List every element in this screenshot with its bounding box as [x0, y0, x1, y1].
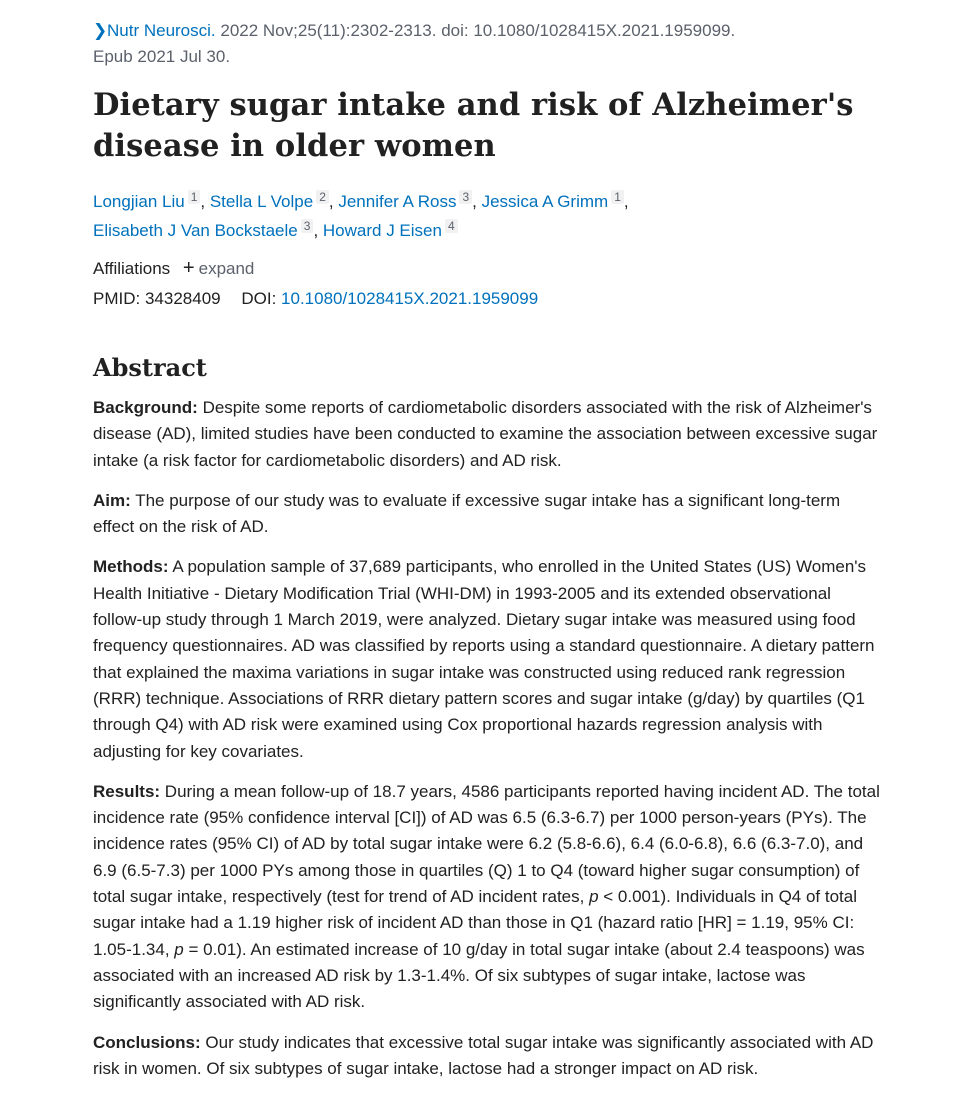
section-text: A population sample of 37,689 participants, who enrolled in the United States (US) Women's Health Initiative - Dietary Modification Trial (WHI-DM) in 1993-2005 and its extended observational follow-up study through 1 March 2019, were analyzed. Dietary sugar intake was measured using food frequency questionnaires. AD was classified by reports using a standard questionnaire. A dietary pattern that explained the maxima variations in sugar intake was constructed using reduced rank regression (RRR) technique. Associations of RRR dietary pattern scores and sugar intake (g/day) by quartiles (Q1 through Q4) with AD risk were examined using Cox proportional hazards regression analysis with adjusting for key covariates. [93, 557, 875, 761]
author-link[interactable]: Longjian Liu [93, 192, 185, 211]
affiliation-ref[interactable]: 1 [188, 190, 201, 204]
abstract-background [93, 395, 884, 474]
affiliations-toggle [93, 258, 884, 279]
affiliation-ref[interactable]: 4 [445, 219, 458, 233]
section-text: < 0.001). Individuals in Q4 of total sugar intake had a 1.19 higher risk of incident AD than those in Q1 (hazard ratio [HR] = 1.19, 95% CI: 1.05-1.34, [93, 887, 858, 959]
journal-link[interactable]: Nutr Neurosci. [107, 21, 216, 40]
section-label: Methods: [93, 557, 169, 577]
abstract-body [93, 395, 884, 1082]
epub-date: Epub 2021 Jul 30. [93, 47, 231, 66]
expand-label: expand [198, 259, 255, 278]
section-text: During a mean follow-up of 18.7 years, 4586 participants reported having incident AD. The total incidence rate (95% confidence interval [CI]) of AD was 6.5 (6.3-6.7) per 1000 person-years (PYs). The incidence rates (95% CI) of AD by total sugar intake were 6.2 (5.8-6.6), 6.4 (6.0-6.8), 6.6 (6.3-7.0), and 6.9 (6.5-7.3) per 1000 PYs among those in quartiles (Q) 1 to Q4 (toward higher sugar consumption) of total sugar intake, respectively (test for trend of AD incident rates, [93, 781, 880, 907]
doi-label: DOI: [241, 289, 277, 308]
section-label: Conclusions: [93, 1032, 201, 1052]
abstract-aim [93, 488, 884, 541]
affiliation-ref[interactable]: 3 [459, 190, 472, 204]
section-label: Background: [93, 398, 198, 417]
identifiers [93, 289, 884, 309]
citation [93, 18, 813, 70]
affiliation-ref[interactable]: 2 [316, 190, 329, 204]
pmid-label: PMID: [93, 289, 141, 308]
abstract-methods [93, 554, 884, 764]
section-text: The purpose of our study was to evaluate if excessive sugar intake has a significant long-term effect on the risk of AD. [93, 490, 841, 537]
doi-link[interactable]: 10.1080/1028415X.2021.1959099 [281, 289, 539, 308]
plus-icon: + [182, 257, 195, 279]
article-page [0, 18, 956, 1082]
author-link[interactable]: Jennifer A Ross [338, 192, 457, 211]
expand-button[interactable] [183, 259, 254, 278]
author-list: Longjian Liu $^1$ , Stella L Volpe $^2$ , Jennifer A Ross $^3$ , Jessica A Grimm $^1$ , Elisabeth J Van Bockstaele $^3$ , Howard J Eisen $^4$ [93, 190, 629, 240]
pmid-value: 34328409 [144, 289, 221, 308]
section-text: = 0.01). An estimated increase of 10 g/day in total sugar intake (about 2.4 teaspoons) was associated with an increased AD risk by 1.3-1.4%. Of six subtypes of sugar intake, lactose was significantly associated with AD risk. [93, 939, 865, 1012]
author-link[interactable]: Jessica A Grimm [481, 192, 609, 211]
abstract-conclusions [93, 1030, 884, 1083]
p-value-symbol: p [589, 887, 599, 907]
section-label: Results: [93, 781, 161, 801]
author-link[interactable]: Stella L Volpe [209, 192, 314, 211]
section-label: Aim: [93, 490, 131, 510]
section-text: Despite some reports of cardiometabolic disorders associated with the risk of Alzheimer's disease (AD), limited studies have been conducted to examine the association between excessive sugar intake (a risk factor for cardiometabolic disorders) and AD risk. [93, 398, 878, 470]
author-link[interactable]: Howard J Eisen [322, 221, 442, 240]
affiliations-label: Affiliations [93, 259, 171, 278]
affiliation-ref[interactable]: 3 [301, 219, 314, 233]
abstract-results [93, 779, 884, 1016]
affiliation-ref[interactable]: 1 [611, 190, 624, 204]
chevron-right-icon[interactable]: ❯ [93, 21, 108, 40]
citation-details: 2022 Nov;25(11):2302-2313. doi: 10.1080/1028415X.2021.1959099. [215, 21, 736, 40]
article-title: Dietary sugar intake and risk of Alzheimer's disease in older women [93, 87, 854, 164]
abstract-heading: Abstract [93, 353, 207, 382]
author-link[interactable]: Elisabeth J Van Bockstaele [93, 221, 298, 240]
p-value-symbol: p [174, 939, 184, 959]
section-text: Our study indicates that excessive total sugar intake was significantly associated with AD risk in women. Of six subtypes of sugar intake, lactose had a stronger impact on AD risk. [93, 1032, 874, 1078]
